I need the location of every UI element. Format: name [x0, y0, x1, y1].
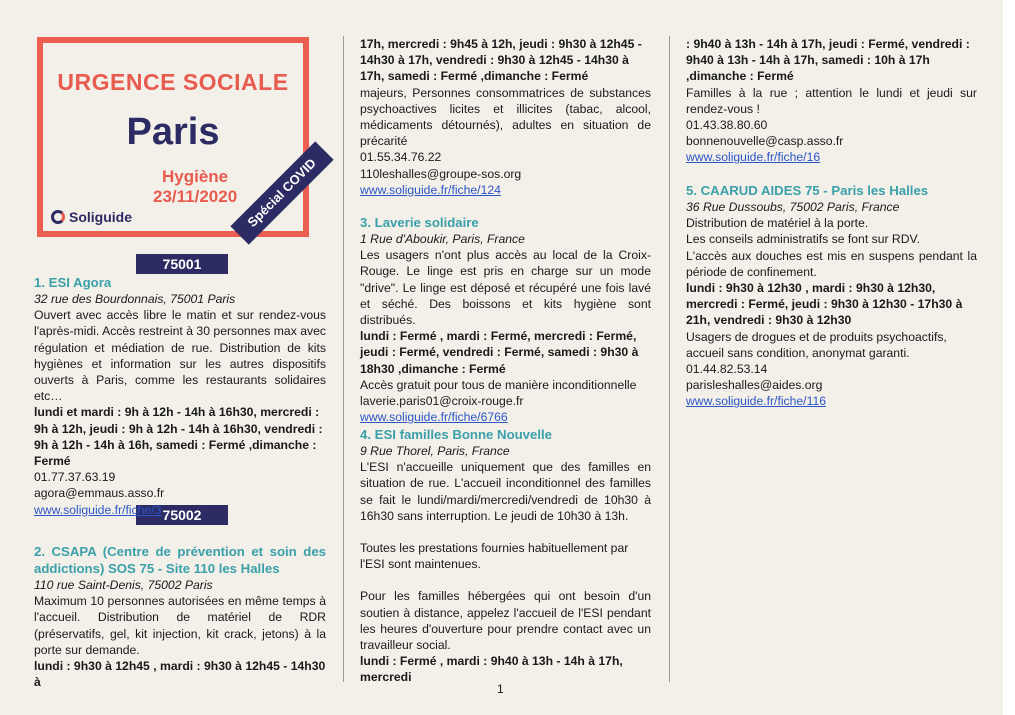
entry-address: 36 Rue Dussoubs, 75002 Paris, France	[686, 200, 900, 214]
entry-hours: lundi : 9h30 à 12h45 , mardi : 9h30 à 12h45 - 14h30 à	[34, 659, 326, 690]
entry-csapa-sos75-continued	[360, 36, 651, 198]
entry-address: 9 Rue Thorel, Paris, France	[360, 444, 510, 458]
entry-caarud-aides-75	[686, 182, 977, 410]
entry-title: 3. Laverie solidaire	[360, 215, 479, 230]
entry-description: Maximum 10 personnes autorisées en même temps à l'accueil. Distribution de matériel de RDR (préservatifs, gel, kit injection, kit crack, jetons) à la porte sur demande.	[34, 594, 326, 657]
entry-hours: lundi : Fermé , mardi : 9h40 à 13h - 14h à 17h, mercredi	[360, 654, 623, 685]
entry-description-2: Les conseils administratifs se font sur RDV.	[686, 232, 920, 247]
entry-address: 32 rue des Bourdonnais, 75001 Paris	[34, 292, 236, 306]
entry-public: majeurs, Personnes consommatrices de substances psychoactives licites et illicites (tabac, alcool, médicaments détournés), adultes en situation de précarité	[360, 85, 651, 149]
entry-email: parisleshalles@aides.org	[686, 378, 823, 393]
entry-title: 2. CSAPA (Centre de prévention et soin des addictions) SOS 75 - Site 110 les Halles	[34, 544, 326, 576]
entry-phone: 01.43.38.80.60	[686, 118, 768, 133]
page-number: 1	[497, 682, 504, 696]
entry-soliguide-link[interactable]: www.soliguide.fr/fiche/3	[34, 502, 162, 517]
entry-csapa-sos75	[34, 543, 326, 690]
entry-hours: 17h, mercredi : 9h45 à 12h, jeudi : 9h30 à 12h45 - 14h30 à 17h, vendredi : 9h30 à 12h45 - 14h30 à 17h, samedi : Fermé ,dimanche : Fermé	[360, 37, 642, 84]
logo-date: 23/11/2020	[153, 187, 238, 206]
entry-public: Familles à la rue ; attention le lundi et jeudi sur rendez-vous !	[686, 85, 977, 116]
entry-hours: lundi : 9h30 à 12h30 , mardi : 9h30 à 12h30, mercredi : Fermé, jeudi : 9h30 à 12h30 - 17h30 à 21h, vendredi : 9h30 à 12h30	[686, 281, 963, 328]
entry-soliguide-link[interactable]: www.soliguide.fr/fiche/16	[686, 150, 821, 165]
entry-description-2: Toutes les prestations fournies habituellement par l'ESI sont maintenues.	[360, 541, 629, 572]
entry-description-3: Pour les familles hébergées qui ont besoin d'un soutien à distance, appelez l'accueil de l'ESI pendant les heures d'ouverture pour prendre contact avec un travailleur social.	[360, 589, 651, 653]
entry-esi-familles-continued	[686, 36, 977, 166]
entry-soliguide-link[interactable]: www.soliguide.fr/fiche/6766	[360, 410, 508, 425]
column-divider	[343, 36, 344, 682]
column-divider	[669, 36, 670, 682]
entry-description-3: L'accès aux douches est mis en suspens pendant la période de confinement.	[686, 248, 977, 279]
entry-email: 110leshalles@groupe-sos.org	[360, 166, 522, 181]
logo-title: URGENCE SOCIALE	[57, 69, 289, 95]
entry-phone: 01.55.34.76.22	[360, 150, 442, 165]
entry-email: agora@emmaus.asso.fr	[34, 486, 165, 501]
entry-hours: : 9h40 à 13h - 14h à 17h, jeudi : Fermé, vendredi : 9h40 à 13h - 14h à 17h, samedi : 10h à 17h ,dimanche : Fermé	[686, 37, 970, 84]
viewer-scroll-gutter	[1003, 0, 1015, 715]
soliguide-logo-icon	[51, 210, 65, 224]
entry-description: Les usagers n'ont plus accès au local de la Croix-Rouge. Le linge est pris en charge sur un mode "drive". Le linge est déposé et récupéré une fois lavé et séché. Des boissons et kits hygiène sont distribués.	[360, 248, 651, 328]
special-covid-ribbon: Spécial COVID	[230, 141, 333, 244]
zip-label-75002: 75002	[136, 505, 228, 525]
logo-theme: Hygiène	[162, 167, 229, 186]
entry-public: Accès gratuit pour tous de manière inconditionnelle	[360, 377, 637, 392]
entry-phone: 01.44.82.53.14	[686, 362, 768, 377]
entry-description-1: Distribution de matériel à la porte.	[686, 216, 869, 231]
soliguide-brand	[51, 209, 132, 225]
entry-hours: lundi et mardi : 9h à 12h - 14h à 16h30, mercredi : 9h à 12h, jeudi : 9h à 12h - 14h à 16h30, vendredi : 9h à 12h - 14h à 16h, samedi : Fermé ,dimanche : Fermé	[34, 405, 323, 469]
entry-esi-agora	[34, 274, 326, 518]
logo-city: Paris	[126, 111, 220, 153]
entry-email: laverie.paris01@croix-rouge.fr	[360, 394, 524, 409]
entry-public: Usagers de drogues et de produits psychoactifs, accueil sans condition, anonymat garanti.	[686, 329, 947, 360]
entry-address: 1 Rue d'Aboukir, Paris, France	[360, 232, 525, 246]
entry-esi-familles-bonne-nouvelle	[360, 426, 651, 686]
entry-hours: lundi : Fermé , mardi : Fermé, mercredi : Fermé, jeudi : Fermé, vendredi : Fermé, samedi : 9h30 à 18h30 ,dimanche : Fermé	[360, 329, 639, 376]
entry-title: 1. ESI Agora	[34, 275, 112, 290]
entry-soliguide-link[interactable]: www.soliguide.fr/fiche/124	[360, 182, 501, 197]
entry-laverie-solidaire	[360, 214, 651, 425]
logo-theme-date	[153, 167, 237, 207]
entry-address: 110 rue Saint-Denis, 75002 Paris	[34, 578, 213, 592]
entry-title: 5. CAARUD AIDES 75 - Paris les Halles	[686, 183, 929, 198]
zip-label-75001: 75001	[136, 254, 228, 274]
entry-title: 4. ESI familles Bonne Nouvelle	[360, 427, 553, 442]
entry-soliguide-link[interactable]: www.soliguide.fr/fiche/116	[686, 394, 826, 409]
brand-name: Soliguide	[69, 209, 132, 225]
entry-phone: 01.77.37.63.19	[34, 470, 116, 485]
entry-description: Ouvert avec accès libre le matin et sur rendez-vous l'après-midi. Accès restreint à 30 personnes max avec régulation et médiation de rue. Distribution de kits hygiènes et information sur les autres dispositifs ouverts à Paris, comme les restaurants solidaires etc…	[34, 308, 326, 404]
entry-description: L'ESI n'accueille uniquement que des familles en situation de rue. L'accueil inconditionnel des familles se fait le lundi/mardi/mercredi/vendredi de 10h30 à 16h30 sans interruption. Le jeudi de 10h30 à 13h.	[360, 460, 651, 523]
entry-email: bonnenouvelle@casp.asso.fr	[686, 134, 844, 149]
